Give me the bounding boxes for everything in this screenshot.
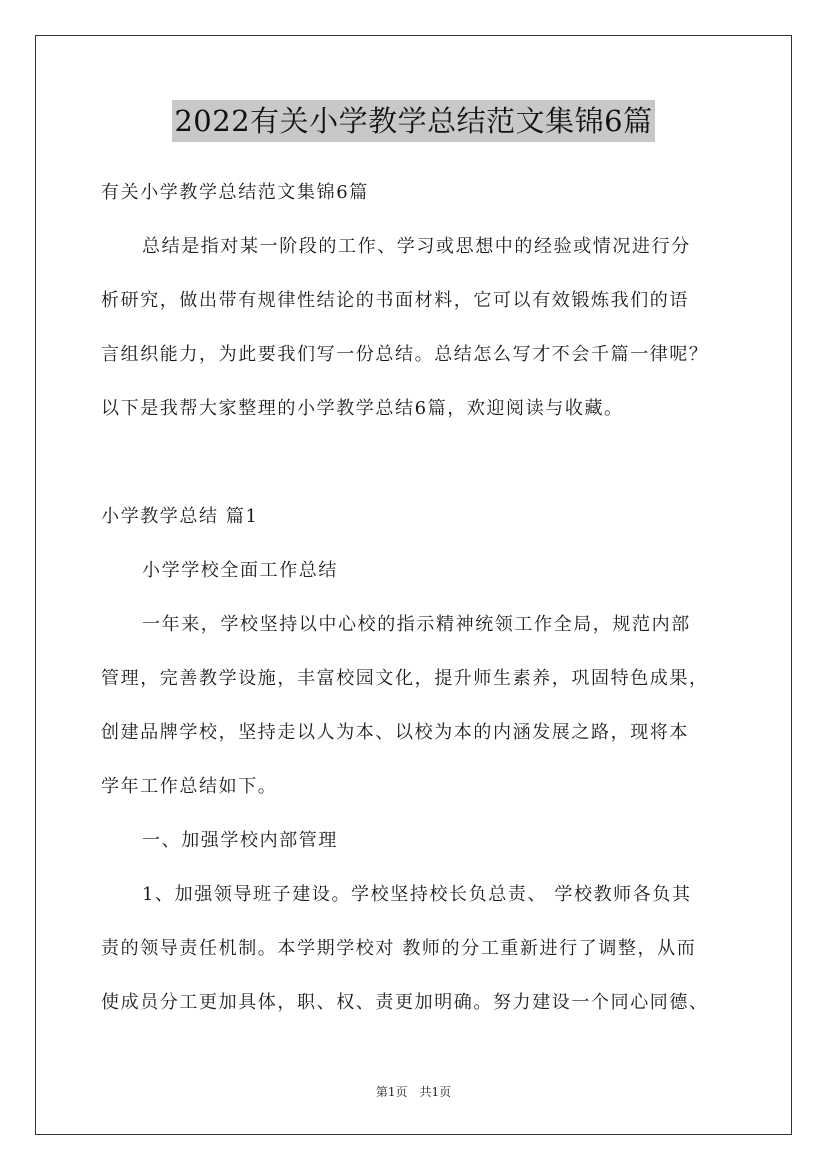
page-footer: 第1页 共1页 <box>375 1085 452 1099</box>
text-line: 学年工作总结如下。 <box>101 776 278 797</box>
title-container <box>0 100 827 142</box>
text-line: 小学教学总结 篇1 <box>101 506 259 527</box>
text-line: 析研究，做出带有规律性结论的书面材料，它可以有效锻炼我们的语 <box>101 290 689 311</box>
text-line: 总结是指对某一阶段的工作、学习或思想中的经验或情况进行分 <box>142 236 691 257</box>
text-line: 使成员分工更加具体，职、权、责更加明确。努力建设一个同心同德、 <box>101 992 709 1013</box>
text-line: 一、加强学校内部管理 <box>142 830 338 851</box>
text-line: 一年来，学校坚持以中心校的指示精神统领工作全局，规范内部 <box>142 614 691 635</box>
text-line: 以下是我帮大家整理的小学教学总结6篇，欢迎阅读与收藏。 <box>101 398 624 419</box>
text-line: 管理，完善教学设施，丰富校园文化，提升师生素养，巩固特色成果， <box>101 668 709 689</box>
text-line: 1、加强领导班子建设。学校坚持校长负总责、 学校教师各负其 <box>142 884 692 905</box>
document-body <box>101 166 741 1030</box>
blank-line <box>101 436 741 490</box>
text-line: 有关小学教学总结范文集锦6篇 <box>101 182 369 203</box>
text-line: 言组织能力，为此要我们写一份总结。总结怎么写才不会千篇一律呢？ <box>101 344 709 365</box>
text-line: 小学学校全面工作总结 <box>142 560 338 581</box>
text-line: 创建品牌学校，坚持走以人为本、以校为本的内涵发展之路，现将本 <box>101 722 689 743</box>
document-title: 2022有关小学教学总结范文集锦6篇 <box>172 100 654 142</box>
text-line: 责的领导责任机制。本学期学校对 教师的分工重新进行了调整，从而 <box>101 938 697 959</box>
